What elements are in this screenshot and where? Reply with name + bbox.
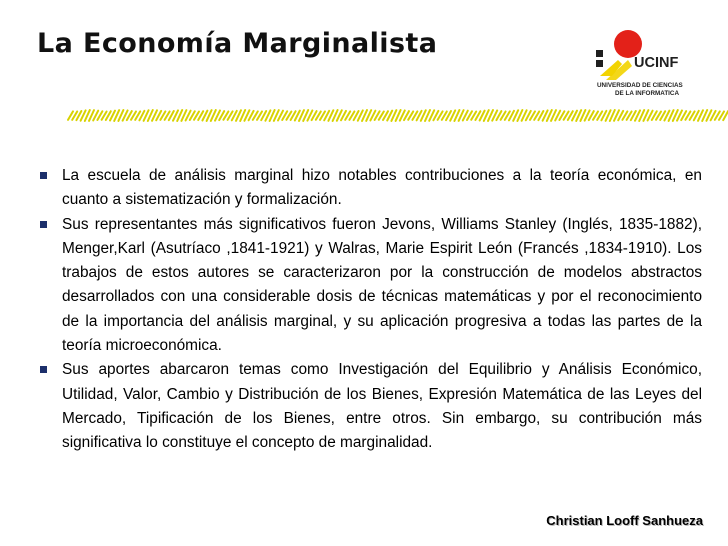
ucinf-logo (592, 16, 700, 111)
slide-title: La Economía Marginalista (37, 28, 438, 59)
author-name: Christian Looff Sanhueza (546, 513, 703, 528)
bullet-item (38, 213, 702, 359)
slide-content (38, 164, 702, 456)
square-bullet-icon (40, 221, 47, 228)
square-bullet-icon (40, 366, 47, 373)
bullet-text: Sus representantes más significativos fueron Jevons, Williams Stanley (Inglés, 1835-1882), Menger,Karl (Asutríaco ,1841-1921) y Walras, Marie Espirit León (Francés ,1834-1910). Los trabajos de estos autores se caracterizaron por la construcción de modelos abstractos desarrollados con una considerable dosis de técnicas matemáticas y por el reconocimiento de la importancia del análisis marginal, y su aplicación progresiva a todas las partes de la teoría microeconómica. (62, 215, 702, 355)
bullet-item (38, 358, 702, 455)
bullet-text: La escuela de análisis marginal hizo notables contribuciones a la teoría económica, en cuanto a sistematización y formalización. (62, 167, 702, 209)
title-underline-brush (60, 108, 728, 124)
bullet-item (38, 164, 702, 213)
logo-wordmark: UCINF (634, 55, 679, 71)
bullet-text: Sus aportes abarcaron temas como Investigación del Equilibrio y Análisis Económico, Utilidad, Valor, Cambio y Distribución de los Bienes, Expresión Matemática de las Leyes del Mercado, Tipificación de los Bienes, entre otros. Sin embargo, su contribución más significativa lo constituye el concepto de marginalidad. (62, 361, 702, 452)
logo-line-1: UNIVERSIDAD DE CIENCIAS (597, 82, 683, 89)
square-bullet-icon (40, 172, 47, 179)
bullet-list (38, 164, 702, 456)
logo-line-2: DE LA INFORMATICA (615, 90, 680, 97)
